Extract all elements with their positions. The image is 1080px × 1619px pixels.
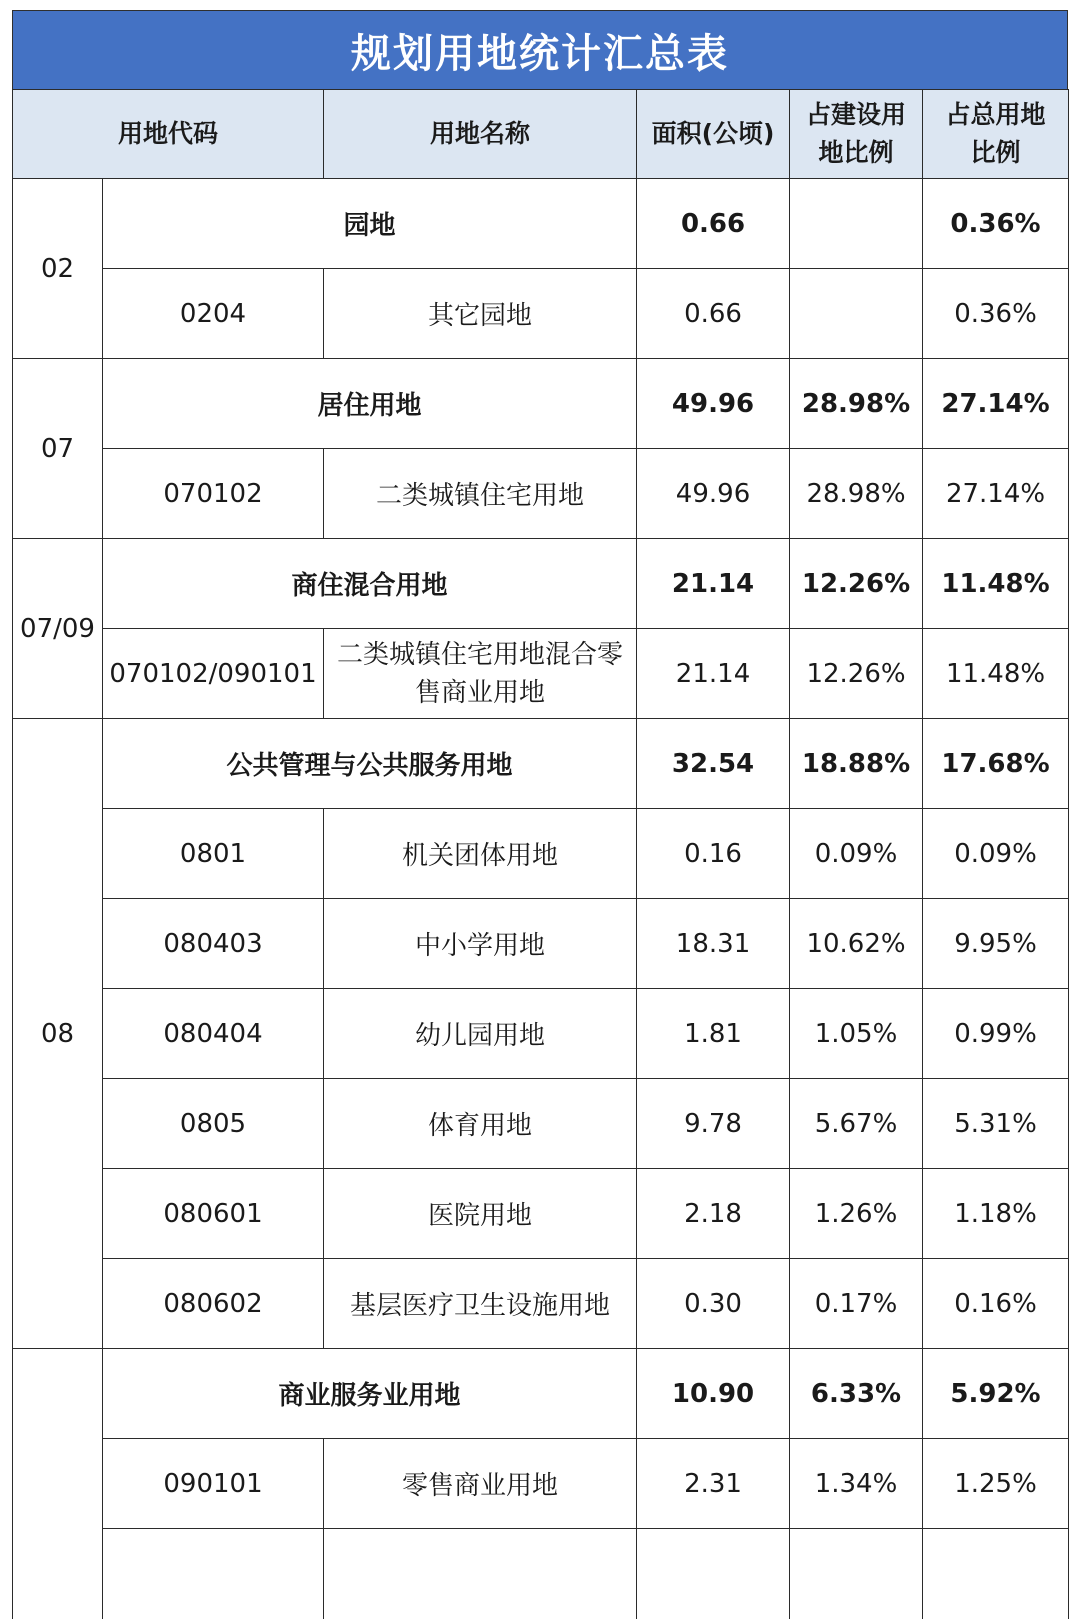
group-name: 居住用地 bbox=[103, 359, 637, 449]
item-code: 0204 bbox=[103, 269, 324, 359]
group-code: 08 bbox=[13, 719, 103, 1349]
table-row bbox=[13, 1079, 1069, 1169]
item-code: 080404 bbox=[103, 989, 324, 1079]
header-name: 用地名称 bbox=[324, 90, 637, 179]
item-code: 090101 bbox=[103, 1439, 324, 1529]
group-share-construction: 28.98% bbox=[790, 359, 923, 449]
item-area: 0.30 bbox=[637, 1259, 790, 1349]
item-name: 机关团体用地 bbox=[324, 809, 637, 899]
table-row bbox=[13, 989, 1069, 1079]
group-share-total: 11.48% bbox=[923, 539, 1069, 629]
item-share-total: 0.36% bbox=[923, 269, 1069, 359]
item-area: 21.14 bbox=[637, 629, 790, 719]
header-share-total-line1: 占总用地 bbox=[945, 100, 1046, 129]
item-share-total: 11.48% bbox=[923, 629, 1069, 719]
group-share-construction: 6.33% bbox=[790, 1349, 923, 1439]
cut-cell bbox=[790, 1529, 923, 1619]
item-area: 2.18 bbox=[637, 1169, 790, 1259]
table-row bbox=[13, 1169, 1069, 1259]
table-row bbox=[13, 1259, 1069, 1349]
group-summary-row bbox=[13, 1349, 1069, 1439]
group-share-construction: 12.26% bbox=[790, 539, 923, 629]
item-name: 体育用地 bbox=[324, 1079, 637, 1169]
item-name bbox=[324, 629, 637, 719]
group-area: 10.90 bbox=[637, 1349, 790, 1439]
header-area: 面积(公顷) bbox=[637, 90, 790, 179]
item-share-construction: 0.09% bbox=[790, 809, 923, 899]
table-row bbox=[13, 809, 1069, 899]
item-name: 医院用地 bbox=[324, 1169, 637, 1259]
item-share-construction: 10.62% bbox=[790, 899, 923, 989]
item-code: 070102/090101 bbox=[103, 629, 324, 719]
item-share-total: 1.25% bbox=[923, 1439, 1069, 1529]
group-code: 02 bbox=[13, 179, 103, 359]
group-summary-row bbox=[13, 719, 1069, 809]
table-row bbox=[13, 269, 1069, 359]
item-share-construction: 12.26% bbox=[790, 629, 923, 719]
group-name: 商业服务业用地 bbox=[103, 1349, 637, 1439]
item-area: 1.81 bbox=[637, 989, 790, 1079]
item-area: 18.31 bbox=[637, 899, 790, 989]
item-share-total: 0.99% bbox=[923, 989, 1069, 1079]
group-area: 32.54 bbox=[637, 719, 790, 809]
item-name: 基层医疗卫生设施用地 bbox=[324, 1259, 637, 1349]
group-area: 21.14 bbox=[637, 539, 790, 629]
cut-cell bbox=[324, 1529, 637, 1619]
item-code: 080602 bbox=[103, 1259, 324, 1349]
item-area: 2.31 bbox=[637, 1439, 790, 1529]
group-area: 49.96 bbox=[637, 359, 790, 449]
item-name: 中小学用地 bbox=[324, 899, 637, 989]
item-share-construction: 5.67% bbox=[790, 1079, 923, 1169]
item-name-line2: 售商业用地 bbox=[415, 677, 546, 708]
item-area: 49.96 bbox=[637, 449, 790, 539]
header-share-construction-line1: 占建设用 bbox=[806, 100, 907, 129]
item-area: 0.16 bbox=[637, 809, 790, 899]
item-share-construction: 0.17% bbox=[790, 1259, 923, 1349]
group-summary-row bbox=[13, 359, 1069, 449]
item-name-line1: 二类城镇住宅用地混合零 bbox=[337, 639, 624, 670]
group-area: 0.66 bbox=[637, 179, 790, 269]
group-summary-row bbox=[13, 539, 1069, 629]
item-share-total: 1.18% bbox=[923, 1169, 1069, 1259]
page-title: 规划用地统计汇总表 bbox=[351, 30, 729, 77]
item-share-construction: 1.05% bbox=[790, 989, 923, 1079]
item-name: 幼儿园用地 bbox=[324, 989, 637, 1079]
item-code: 0801 bbox=[103, 809, 324, 899]
item-name: 其它园地 bbox=[324, 269, 637, 359]
header-share-construction bbox=[790, 90, 923, 179]
item-share-construction: 1.26% bbox=[790, 1169, 923, 1259]
item-share-total: 0.09% bbox=[923, 809, 1069, 899]
group-share-total: 5.92% bbox=[923, 1349, 1069, 1439]
group-summary-row bbox=[13, 179, 1069, 269]
group-share-total: 0.36% bbox=[923, 179, 1069, 269]
group-code: 07/09 bbox=[13, 539, 103, 719]
header-share-total-line2: 比例 bbox=[970, 138, 1021, 167]
table-row-cut-off bbox=[13, 1529, 1069, 1619]
item-code: 080403 bbox=[103, 899, 324, 989]
group-share-total: 27.14% bbox=[923, 359, 1069, 449]
item-area: 0.66 bbox=[637, 269, 790, 359]
group-share-construction bbox=[790, 179, 923, 269]
item-code: 0805 bbox=[103, 1079, 324, 1169]
cut-cell bbox=[637, 1529, 790, 1619]
item-share-total: 0.16% bbox=[923, 1259, 1069, 1349]
group-name: 公共管理与公共服务用地 bbox=[103, 719, 637, 809]
item-share-total: 5.31% bbox=[923, 1079, 1069, 1169]
table-row bbox=[13, 1439, 1069, 1529]
group-name: 园地 bbox=[103, 179, 637, 269]
group-code bbox=[13, 1349, 103, 1619]
item-share-total: 9.95% bbox=[923, 899, 1069, 989]
title-bar bbox=[12, 10, 1068, 90]
header-share-total bbox=[923, 90, 1069, 179]
table-row bbox=[13, 449, 1069, 539]
group-share-total: 17.68% bbox=[923, 719, 1069, 809]
header-share-construction-line2: 地比例 bbox=[818, 138, 894, 167]
group-share-construction: 18.88% bbox=[790, 719, 923, 809]
cut-cell bbox=[103, 1529, 324, 1619]
cut-cell bbox=[923, 1529, 1069, 1619]
group-code: 07 bbox=[13, 359, 103, 539]
item-share-construction: 1.34% bbox=[790, 1439, 923, 1529]
land-use-table bbox=[12, 89, 1069, 1619]
header-code: 用地代码 bbox=[13, 90, 324, 179]
item-code: 070102 bbox=[103, 449, 324, 539]
header-row bbox=[13, 90, 1069, 179]
item-share-construction: 28.98% bbox=[790, 449, 923, 539]
group-name: 商住混合用地 bbox=[103, 539, 637, 629]
table-row bbox=[13, 629, 1069, 719]
item-name: 零售商业用地 bbox=[324, 1439, 637, 1529]
table-row bbox=[13, 899, 1069, 989]
item-area: 9.78 bbox=[637, 1079, 790, 1169]
item-share-construction bbox=[790, 269, 923, 359]
item-name: 二类城镇住宅用地 bbox=[324, 449, 637, 539]
item-code: 080601 bbox=[103, 1169, 324, 1259]
item-share-total: 27.14% bbox=[923, 449, 1069, 539]
